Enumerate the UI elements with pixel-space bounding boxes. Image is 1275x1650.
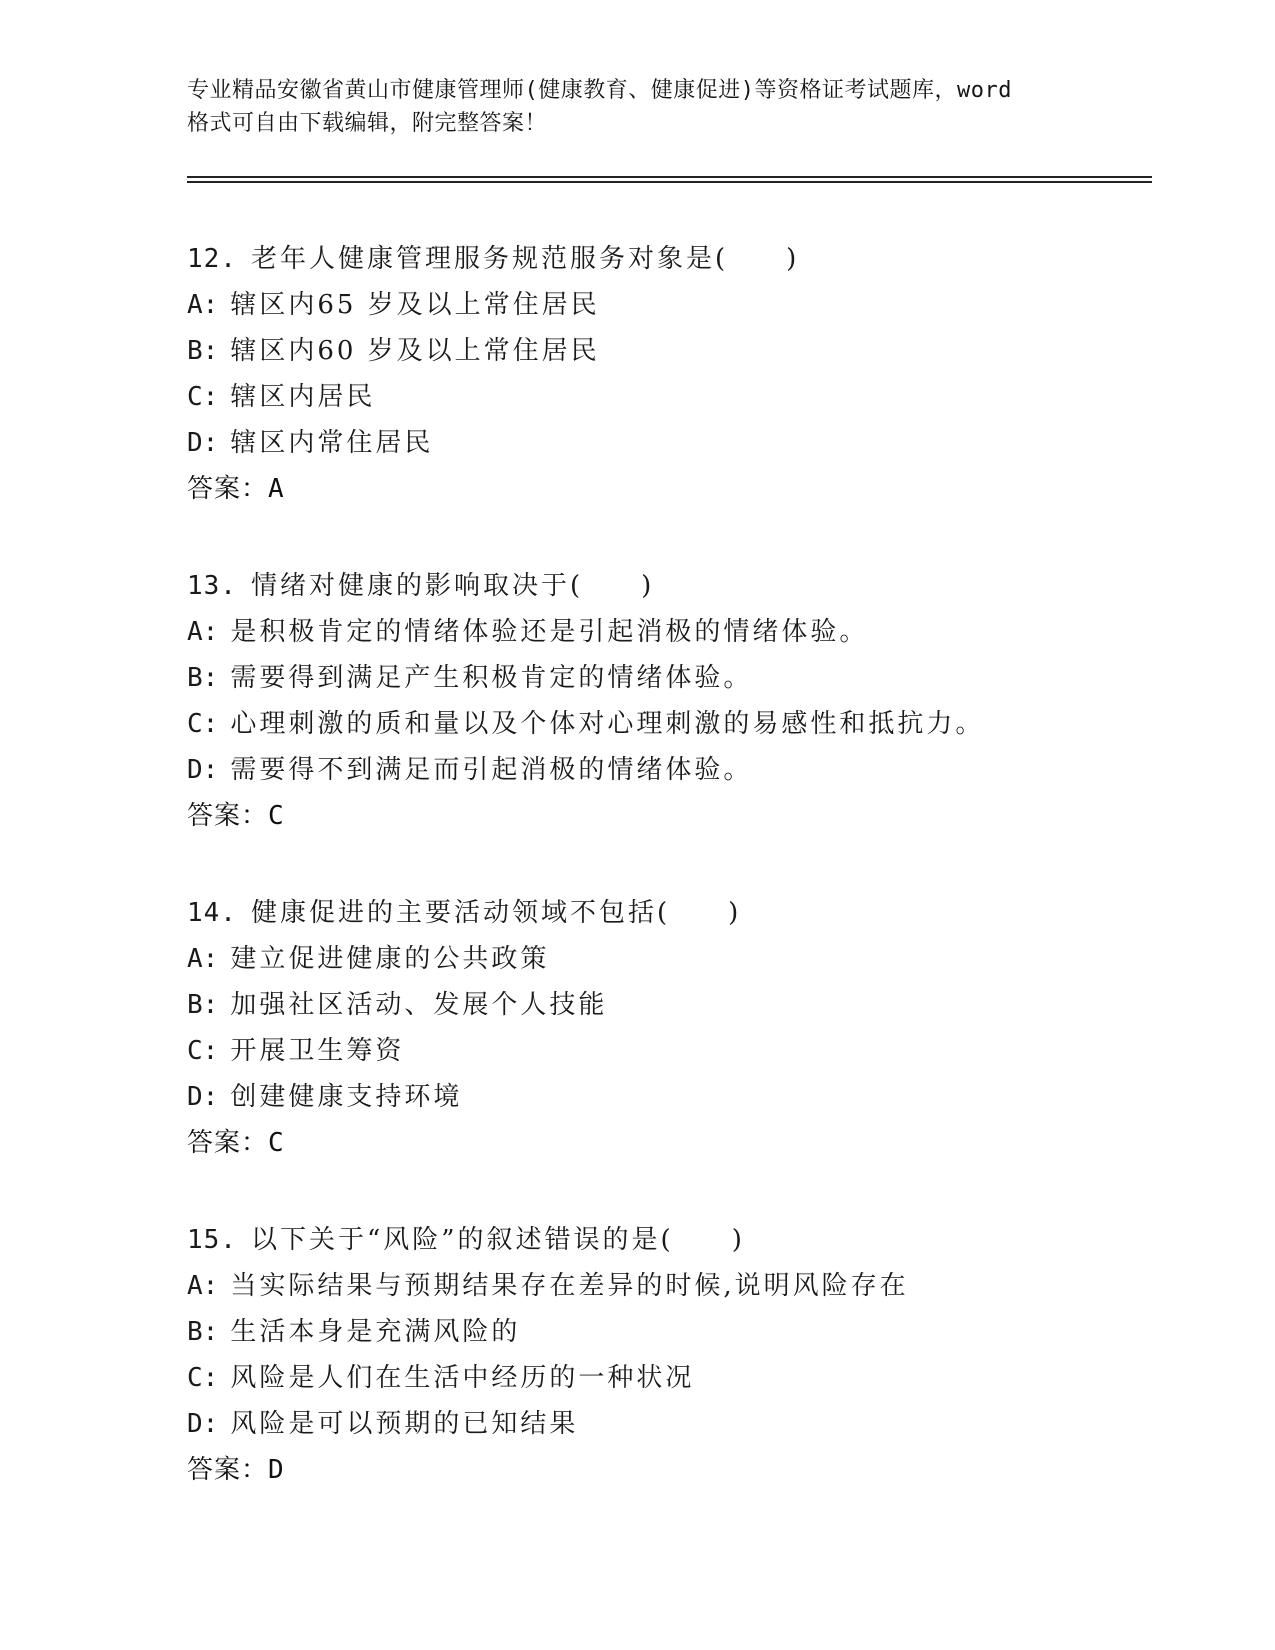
option-d [187,420,1167,466]
option-c [187,374,1167,420]
answer-line [187,793,1167,839]
option-text: 辖区内居民 [230,382,376,412]
option-letter: D: [187,428,219,458]
question-text: 以下关于“风险”的叙述错误的是( ) [250,1225,745,1255]
option-letter: D: [187,755,219,785]
option-text: 是积极肯定的情绪体验还是引起消极的情绪体验。 [230,617,869,647]
question-list [187,236,1167,1544]
option-a [187,609,1167,655]
header-divider-bottom [187,181,1152,183]
header-line-1: 专业精品安徽省黄山市健康管理师(健康教育、健康促进)等资格证考试题库，word [187,78,1012,103]
option-text: 辖区内65 岁及以上常住居民 [230,290,600,320]
option-letter: B: [187,663,219,693]
option-a [187,936,1167,982]
option-letter: C: [187,1363,219,1393]
question-stem [187,236,1167,282]
answer-value: C [268,801,285,831]
option-text: 建立促进健康的公共政策 [230,944,550,974]
option-letter: A: [187,290,219,320]
option-text: 当实际结果与预期结果存在差异的时候,说明风险存在 [230,1271,909,1301]
option-text: 辖区内60 岁及以上常住居民 [230,336,600,366]
option-text: 生活本身是充满风险的 [230,1317,521,1347]
option-letter: D: [187,1409,219,1439]
option-b [187,655,1167,701]
answer-label: 答案： [187,474,269,504]
question-stem [187,1217,1167,1263]
option-c [187,1028,1167,1074]
option-d [187,1401,1167,1447]
option-text: 心理刺激的质和量以及个体对心理刺激的易感性和抵抗力。 [230,709,985,739]
option-a [187,1263,1167,1309]
option-d [187,1074,1167,1120]
option-text: 开展卫生筹资 [230,1036,405,1066]
header-divider-top [187,176,1152,178]
option-letter: B: [187,1317,219,1347]
option-b [187,1309,1167,1355]
option-text: 需要得不到满足而引起消极的情绪体验。 [230,755,753,785]
question-number: 12. [187,244,237,274]
document-header [187,74,1087,140]
option-a [187,282,1167,328]
option-letter: A: [187,617,219,647]
option-d [187,747,1167,793]
question-stem [187,563,1167,609]
option-text: 创建健康支持环境 [230,1082,463,1112]
option-c [187,1355,1167,1401]
option-letter: B: [187,990,219,1020]
option-b [187,328,1167,374]
option-text: 辖区内常住居民 [230,428,434,458]
option-letter: A: [187,944,219,974]
answer-line [187,1447,1167,1493]
option-text: 加强社区活动、发展个人技能 [230,990,608,1020]
option-letter: D: [187,1082,219,1112]
question-number: 15. [187,1225,237,1255]
option-text: 风险是可以预期的已知结果 [230,1409,579,1439]
answer-value: D [268,1455,285,1485]
question-13 [187,563,1167,839]
question-text: 健康促进的主要活动领域不包括( ) [250,898,742,928]
answer-line [187,1120,1167,1166]
option-text: 需要得到满足产生积极肯定的情绪体验。 [230,663,753,693]
option-letter: C: [187,382,219,412]
question-text: 情绪对健康的影响取决于( ) [250,571,655,601]
question-text: 老年人健康管理服务规范服务对象是( ) [250,244,800,274]
header-line-2: 格式可自由下载编辑，附完整答案！ [187,111,548,136]
question-number: 13. [187,571,237,601]
option-b [187,982,1167,1028]
question-14 [187,890,1167,1166]
answer-value: C [268,1128,285,1158]
option-text: 风险是人们在生活中经历的一种状况 [230,1363,695,1393]
answer-label: 答案： [187,1455,269,1485]
answer-line [187,466,1167,512]
answer-label: 答案： [187,1128,269,1158]
answer-value: A [268,474,285,504]
option-letter: A: [187,1271,219,1301]
question-number: 14. [187,898,237,928]
question-12 [187,236,1167,512]
answer-label: 答案： [187,801,269,831]
option-letter: B: [187,336,219,366]
question-15 [187,1217,1167,1493]
option-letter: C: [187,709,219,739]
option-c [187,701,1167,747]
option-letter: C: [187,1036,219,1066]
question-stem [187,890,1167,936]
